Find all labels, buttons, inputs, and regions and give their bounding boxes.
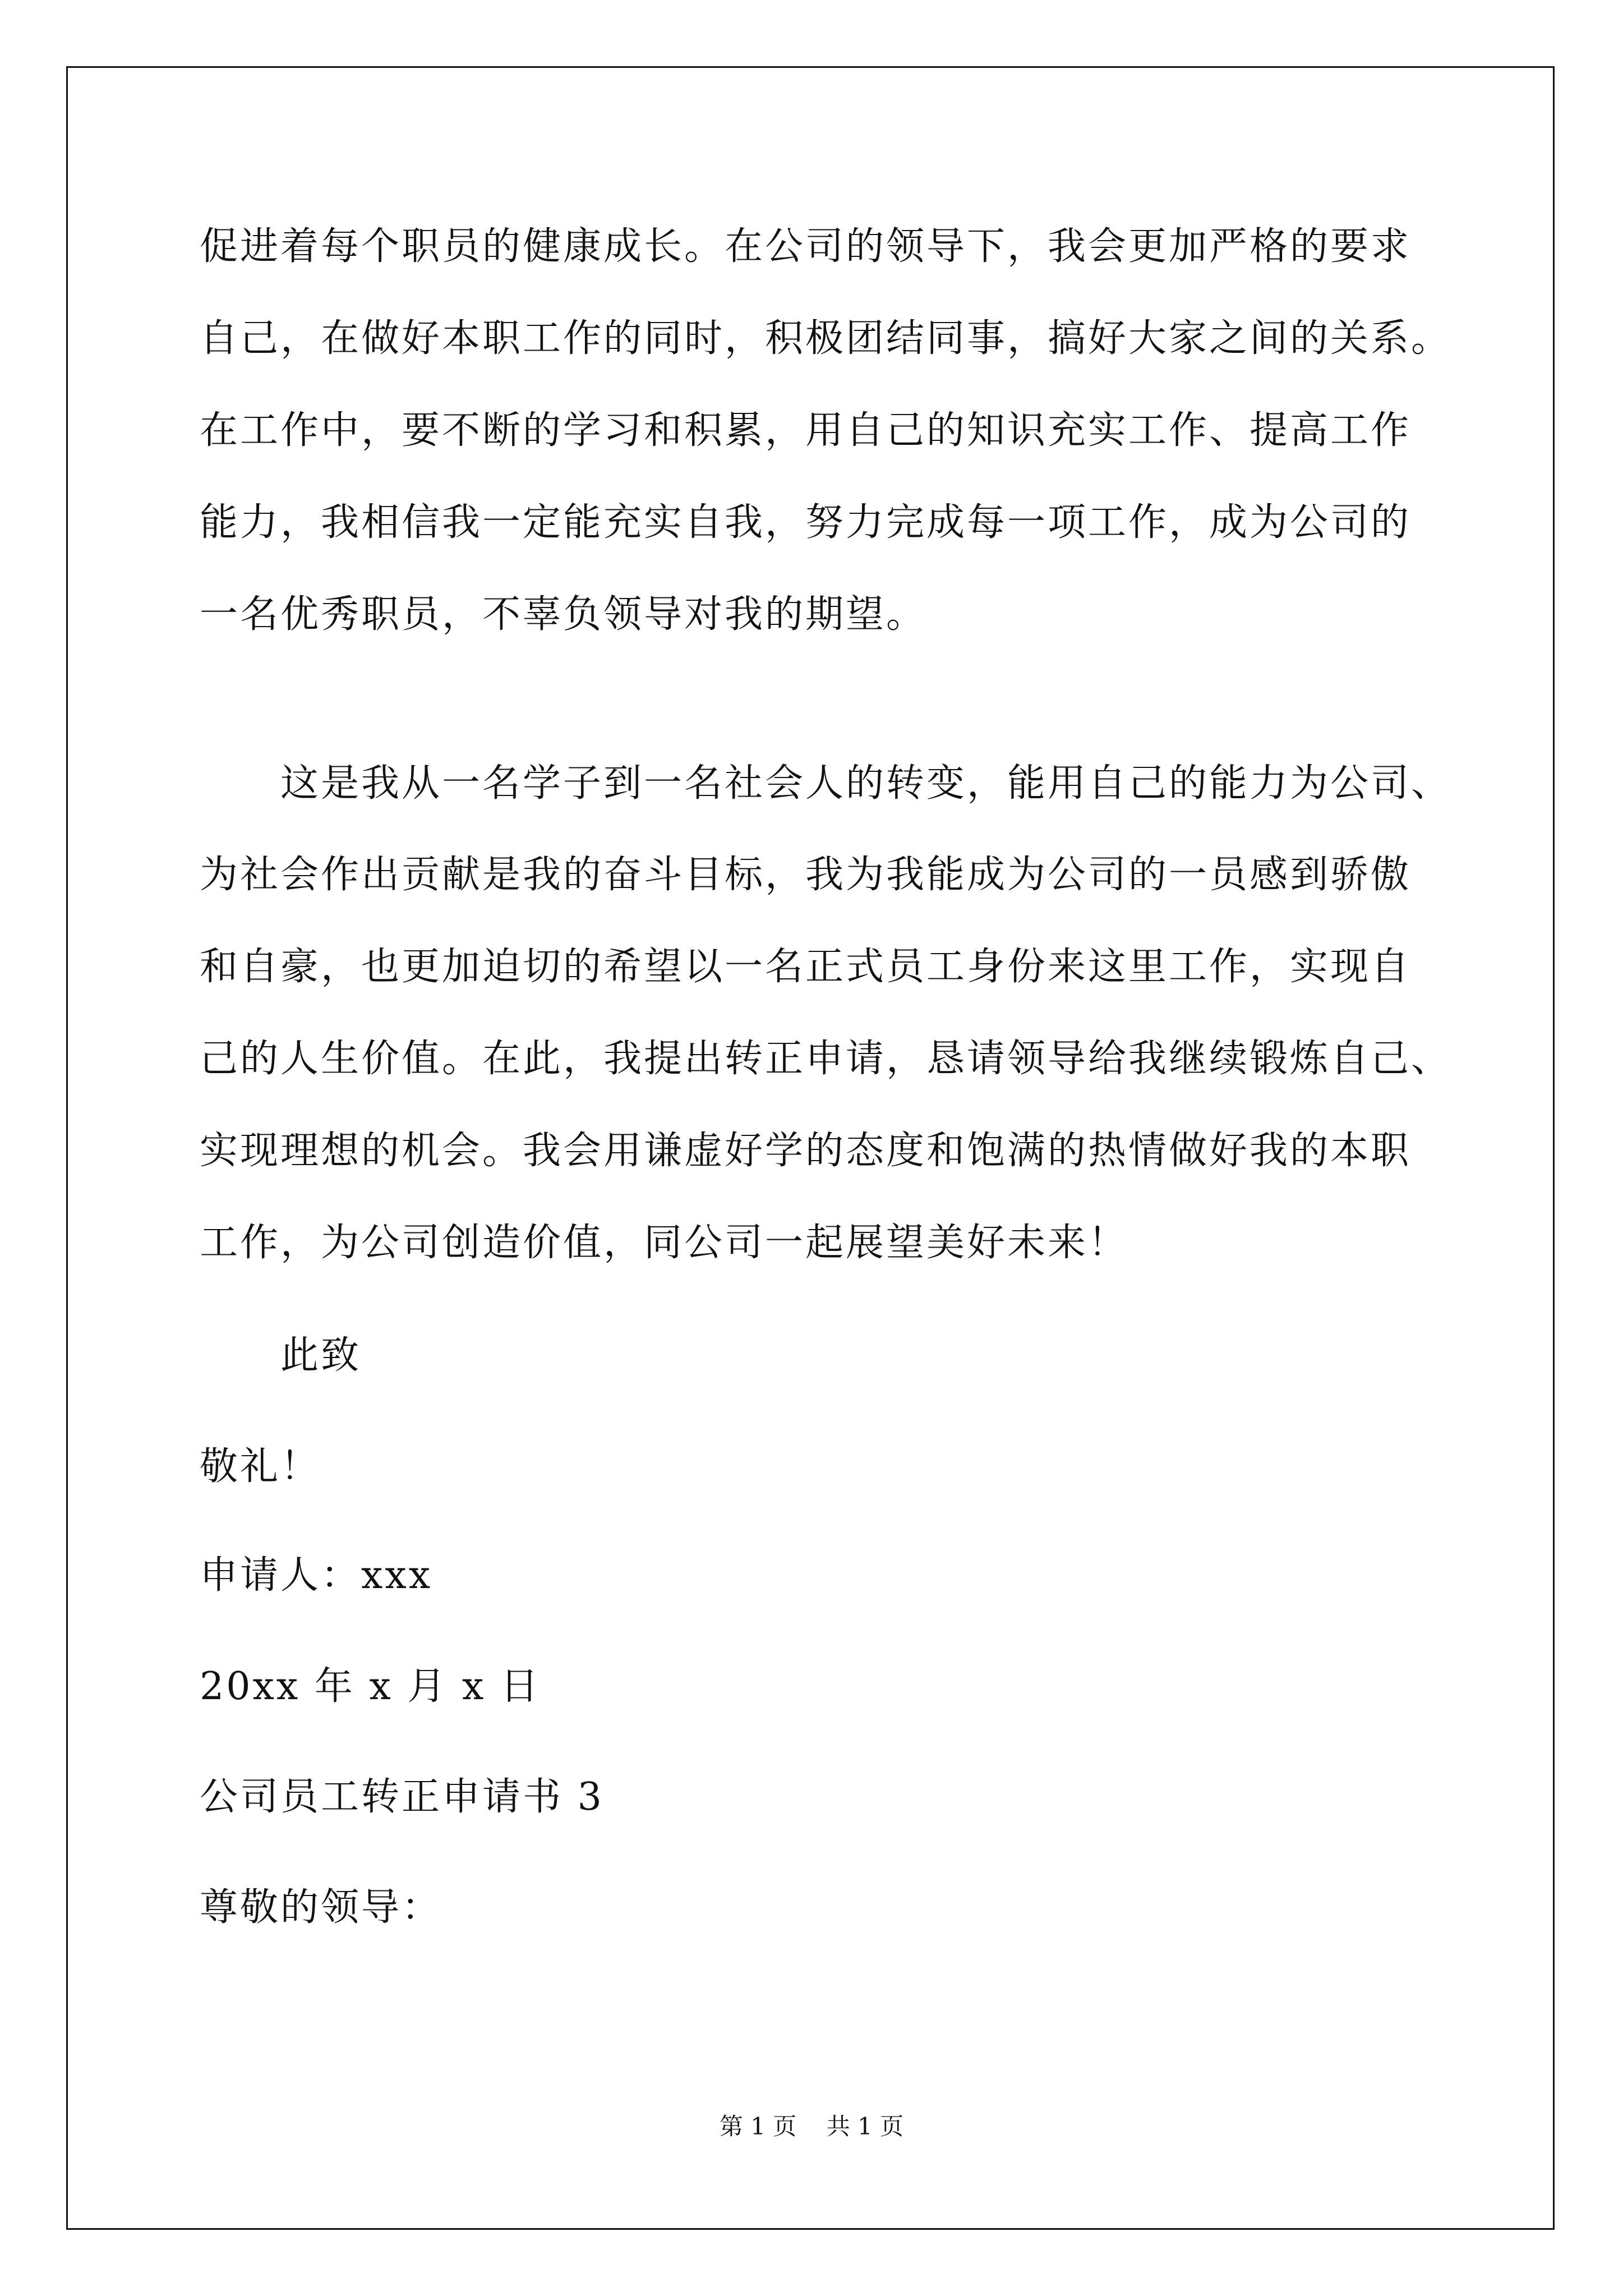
- date-line: 20xx 年 x 月 x 日: [200, 1664, 541, 1709]
- section-title: 公司员工转正申请书 3: [200, 1775, 604, 1819]
- salutation-text: 此致: [280, 1333, 362, 1378]
- applicant-line: 申请人：xxx: [200, 1553, 433, 1598]
- body-line: 促进着每个职员的健康成长。在公司的领导下，我会更加严格的要求: [200, 224, 1412, 269]
- body-line: 己的人生价值。在此，我提出转正申请，恳请领导给我继续锻炼自己、: [200, 1037, 1452, 1081]
- body-line: 为社会作出贡献是我的奋斗目标，我为我能成为公司的一员感到骄傲: [200, 853, 1412, 897]
- body-line: 自己，在做好本职工作的同时，积极团结同事，搞好大家之间的关系。: [200, 316, 1452, 361]
- page-footer: 第 1 页 共 1 页: [719, 2113, 904, 2140]
- body-line: 能力，我相信我一定能充实自我，努力完成每一项工作，成为公司的: [200, 500, 1412, 545]
- body-line: 和自豪，也更加迫切的希望以一名正式员工身份来这里工作，实现自: [200, 945, 1412, 989]
- body-line: 在工作中，要不断的学习和积累，用自己的知识充实工作、提高工作: [200, 408, 1412, 453]
- regards-text: 敬礼！: [200, 1444, 321, 1489]
- paragraph-first-line: 这是我从一名学子到一名社会人的转变，能用自己的能力为公司、: [280, 761, 1452, 806]
- greeting-text: 尊敬的领导：: [200, 1885, 442, 1930]
- body-line: 一名优秀职员，不辜负领导对我的期望。: [200, 592, 927, 637]
- body-line: 工作，为公司创造价值，同公司一起展望美好未来！: [200, 1221, 1129, 1265]
- body-line: 实现理想的机会。我会用谦虚好学的态度和饱满的热情做好我的本职: [200, 1129, 1412, 1173]
